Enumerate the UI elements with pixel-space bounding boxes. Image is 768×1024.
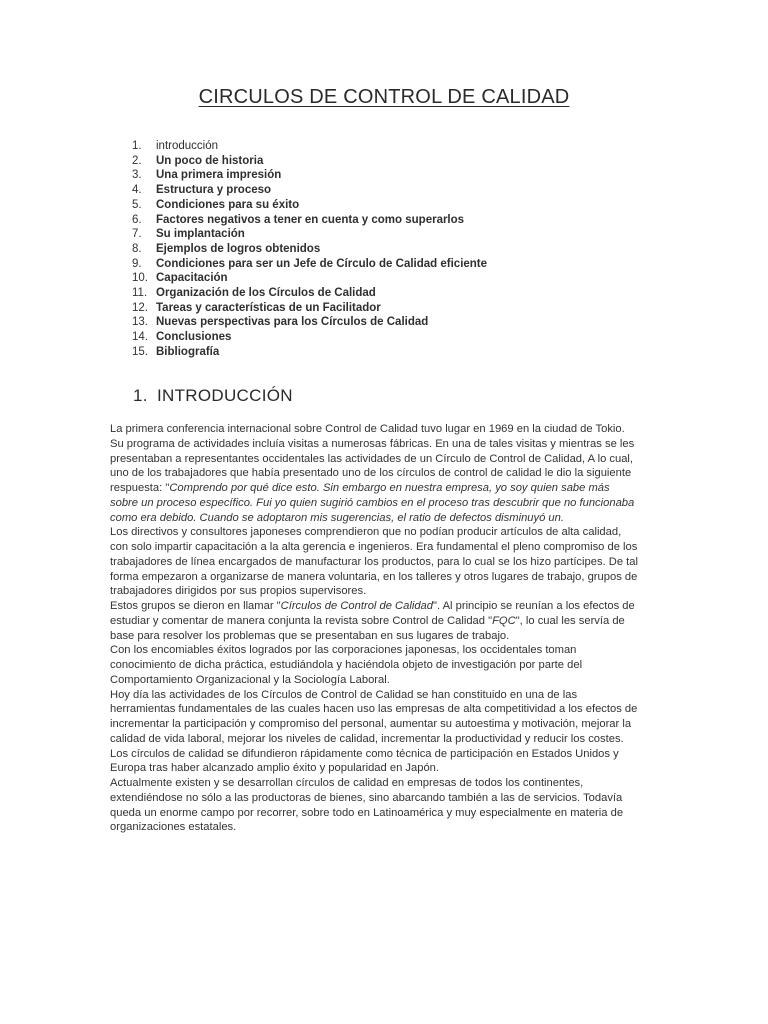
toc-item-label: Estructura y proceso — [156, 184, 272, 197]
toc-item — [132, 286, 487, 301]
paragraph-line: trabajadores de línea encargados de manufacturar los productos, para lo cual se los hizo partícipes. De tal — [110, 555, 638, 568]
paragraph-line — [110, 614, 670, 629]
toc-item-label: Factores negativos a tener en cuenta y como superarlos — [156, 213, 465, 226]
section-title: INTRODUCCIÓN — [157, 386, 293, 405]
section-heading — [133, 386, 293, 406]
paragraph-line: conocimiento de dicha práctica, estudiándola y haciéndola objeto de investigación por parte del — [110, 659, 583, 671]
toc-item-label: Conclusiones — [156, 331, 232, 344]
paragraph-line: Los círculos de calidad se difundieron rápidamente como técnica de participación en Estados Unidos y — [110, 747, 619, 760]
toc-item-label: Un poco de historia — [156, 154, 264, 167]
toc-item — [132, 154, 487, 169]
toc-item — [132, 315, 487, 330]
text-segment: Estos grupos se dieron en llamar " — [110, 600, 281, 612]
toc-item-label: Capacitación — [156, 272, 228, 285]
toc-item — [132, 183, 487, 198]
paragraph-line: extendiéndose no sólo a las productoras de bienes, sino abarcando también a las de servicios. Todavía — [110, 791, 623, 804]
paragraph-line: incrementar la participación y compromiso del personal, aumentar su autoestima y motivación, mejorar la — [110, 718, 632, 730]
text-segment: estudiar y comentar de manera conjunta la revista sobre Control de Calidad " — [110, 614, 493, 627]
paragraph-line: uno de los trabajadores que había presentado uno de los círculos de control de calidad le dio la siguiente — [110, 467, 632, 480]
paragraph-line: trabajadores dirigidos por sus propios supervisores. — [110, 585, 367, 598]
paragraph-line: Con los encomiables éxitos logrados por las corporaciones japonesas, los occidentales toman — [110, 644, 577, 657]
toc-item-number: 12. — [132, 301, 148, 314]
toc-item-label: Organización de los Círculos de Calidad — [156, 287, 376, 300]
italic-term: FQC — [492, 614, 516, 627]
toc-item — [132, 271, 487, 286]
paragraph-line — [110, 599, 670, 614]
toc-item-number: 8. — [132, 242, 142, 255]
paragraph-line: organizaciones estatales. — [110, 821, 237, 834]
toc-item-label: Bibliografía — [156, 345, 220, 358]
text-segment: ", lo cual les servía de — [515, 614, 625, 627]
toc-item-number: 7. — [132, 228, 142, 241]
paragraph-line: herramientas fundamentales de las cuales hacen uso las empresas de alta competitividad a los efectos de — [110, 703, 638, 716]
toc-item — [132, 345, 487, 360]
toc-item-number: 11. — [132, 287, 148, 300]
paragraph-line: Hoy día las actividades de los Círculos de Control de Calidad se han constituido en una de las — [110, 688, 578, 701]
toc-item-number: 13. — [132, 316, 148, 329]
toc-item-label: introducción — [156, 140, 219, 152]
toc-item — [132, 227, 487, 242]
paragraph-line: Actualmente existen y se desarrollan círculos de calidad en empresas de todos los continentes, — [110, 777, 584, 789]
introduction-body — [110, 422, 670, 835]
paragraph-line: presentaban a representantes occidentales las actividades de un Círculo de Control de Calidad, A lo cual, — [110, 452, 634, 465]
text-segment: ". Al principio se reunían a los efectos de — [433, 600, 635, 612]
toc-item-label: Una primera impresión — [156, 169, 282, 182]
paragraph-line: Europa tras haber alcanzado amplio éxito y popularidad en Japón. — [110, 762, 440, 775]
toc-item — [132, 139, 487, 154]
toc-item-number: 6. — [132, 213, 142, 226]
toc-item-label: Condiciones para ser un Jefe de Círculo de Calidad eficiente — [156, 257, 488, 270]
toc-item-label: Condiciones para su éxito — [156, 198, 300, 211]
toc-item — [132, 330, 487, 345]
toc-item-number: 3. — [132, 169, 142, 182]
paragraph-line: La primera conferencia internacional sobre Control de Calidad tuvo lugar en 1969 en la ciudad de Tokio. — [110, 423, 625, 435]
paragraph-line: queda un enorme campo por recorrer, sobre todo en Latinoamérica y muy especialmente en materia de — [110, 806, 624, 819]
toc-item-number: 15. — [132, 345, 148, 358]
paragraph-line: forma empezaron a organizarse de manera voluntaria, en los talleres y otros lugares de trabajo, grupos de — [110, 570, 638, 583]
paragraph-line: base para resolver los problemas que se presentaban en sus lugares de trabajo. — [110, 629, 510, 642]
paragraph-line: con solo impartir capacitación a la alta gerencia e ingenieros. Era fundamental el pleno compromiso de los — [110, 541, 638, 553]
toc-item-label: Ejemplos de logros obtenidos — [156, 242, 321, 255]
toc-item — [132, 168, 487, 183]
quote-line: como era debido. Cuando se adoptaron mis sugerencias, el ratio de defectos disminuyó un. — [110, 511, 564, 524]
quote-text: Comprendo por qué dice esto. Sin embargo en nuestra empresa, yo soy quien sabe más — [169, 482, 610, 494]
toc-item-label: Nuevas perspectivas para los Círculos de Calidad — [156, 316, 429, 329]
toc-item-number: 4. — [132, 184, 142, 197]
toc-item-number: 2. — [132, 154, 142, 167]
italic-term: Círculos de Control de Calidad — [280, 600, 433, 612]
toc-item — [132, 301, 487, 316]
paragraph-line: Su programa de actividades incluía visitas a numerosas fábricas. En una de tales visitas y mientras se les — [110, 437, 635, 450]
toc-item-label: Su implantación — [156, 228, 245, 241]
toc-item — [132, 242, 487, 257]
section-number: 1. — [133, 386, 148, 405]
toc-item-number: 10. — [132, 272, 148, 285]
paragraph-line: Los directivos y consultores japoneses comprendieron que no podían producir artículos de alta calidad, — [110, 526, 622, 539]
toc-item-label: Tareas y características de un Facilitador — [156, 301, 381, 314]
toc-item — [132, 257, 487, 272]
toc-item-number: 9. — [132, 257, 142, 270]
document-title: CIRCULOS DE CONTROL DE CALIDAD — [198, 86, 570, 108]
toc-item-number: 14. — [132, 331, 148, 344]
paragraph-line: Comportamiento Organizacional y la Sociología Laboral. — [110, 673, 390, 686]
paragraph-line: calidad de vida laboral, mejorar los niveles de calidad, incrementar la productividad y reducir los costes. — [110, 732, 624, 745]
quote-lead: respuesta: " — [110, 482, 170, 494]
toc-item — [132, 213, 487, 228]
toc-item-number: 1. — [132, 140, 142, 152]
toc-item-number: 5. — [132, 198, 142, 211]
paragraph-line — [110, 481, 670, 496]
table-of-contents — [132, 139, 487, 360]
quote-line: sobre un proceso específico. Fui yo quien sugirió cambios en el proceso tras descubrir que no funcionaba — [110, 496, 635, 509]
toc-item — [132, 198, 487, 213]
